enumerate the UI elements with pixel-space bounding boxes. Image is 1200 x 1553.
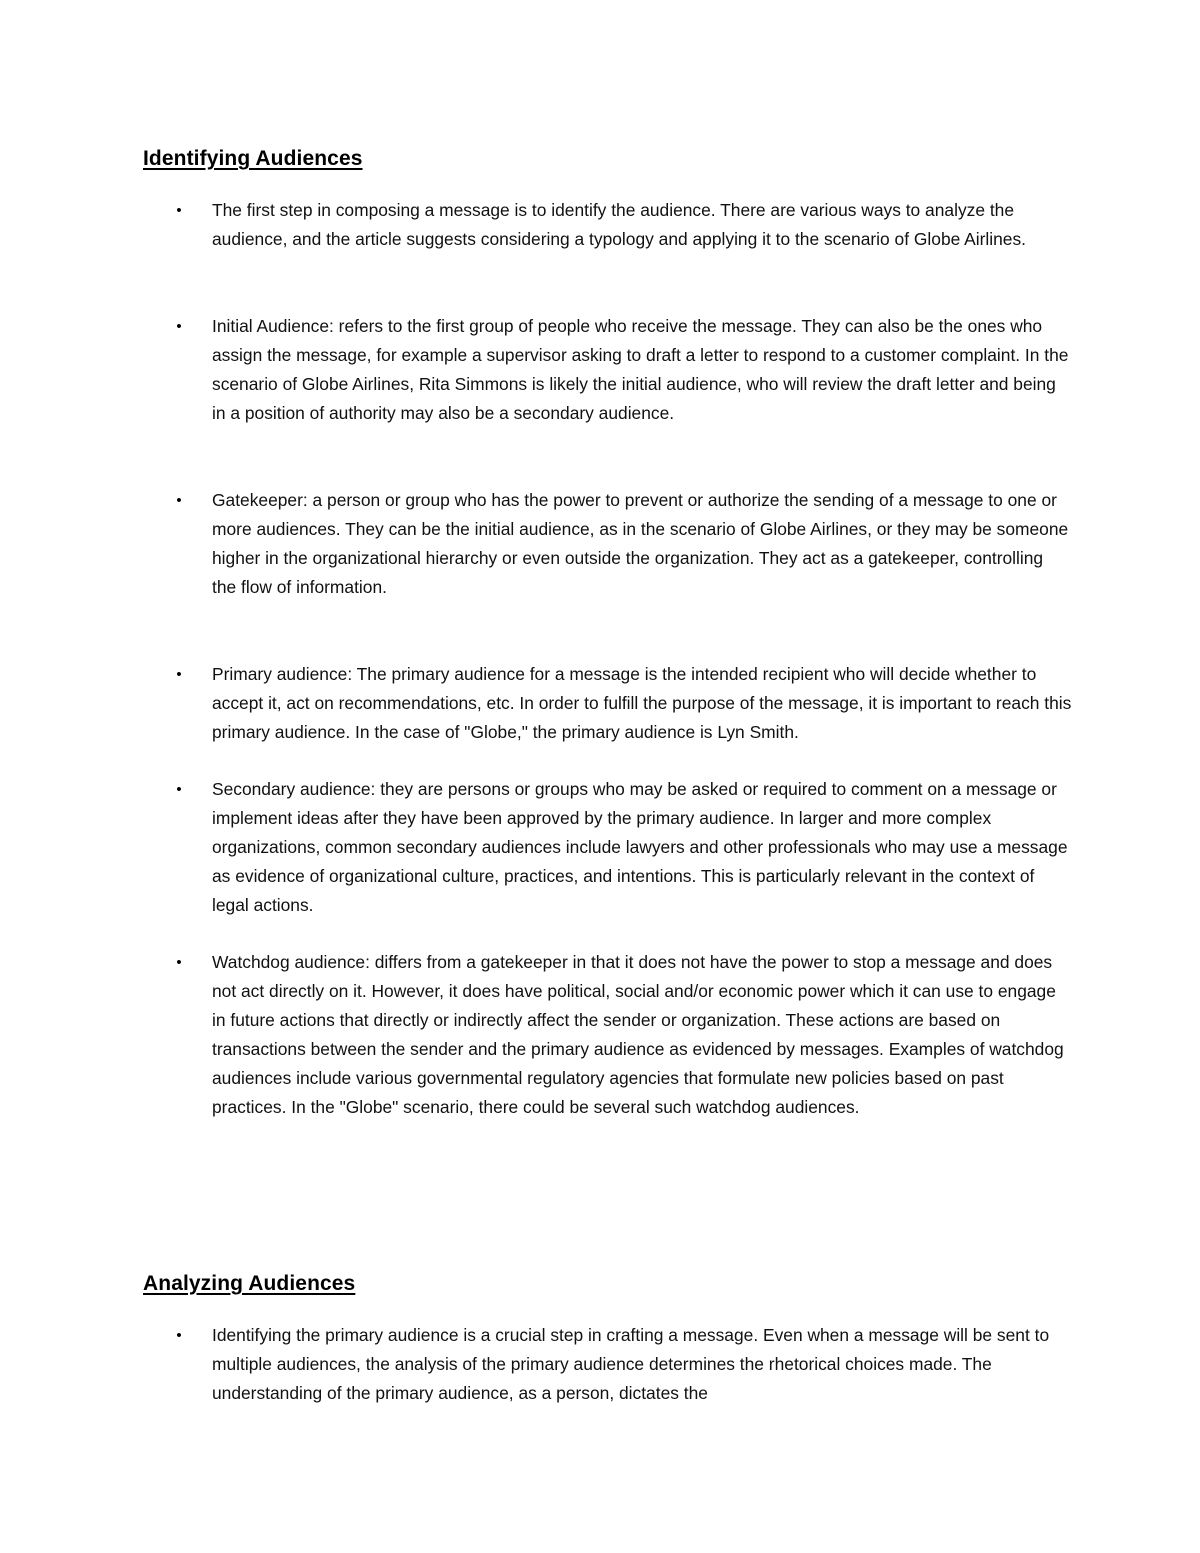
list-item [176,486,1072,602]
list-item-text: Initial Audience: refers to the first group of people who receive the message. They can also be the ones who assign the message, for example a supervisor asking to draft a letter to respond to a customer complaint. In the scenario of Globe Airlines, Rita Simmons is likely the initial audience, who will review the draft letter and being in a position of authority may also be a secondary audience. [212,316,1069,423]
bullet-icon: • [176,492,182,509]
list-item-text: Secondary audience: they are persons or groups who may be asked or required to comment on a message or implement ideas after they have been approved by the primary audience. In larger and more complex organizations, common secondary audiences include lawyers and other professionals who may use a message as evidence of organizational culture, practices, and intentions. This is particularly relevant in the context of legal actions. [212,779,1068,915]
list-item [176,775,1072,920]
bullet-icon: • [176,666,182,683]
list-item [176,312,1072,428]
list-item-text: Primary audience: The primary audience for a message is the intended recipient who will decide whether to accept it, act on recommendations, etc. In order to fulfill the purpose of the message, it is important to reach this primary audience. In the case of "Globe," the primary audience is Lyn Smith. [212,664,1072,742]
bullet-icon: • [176,954,182,971]
section-heading-identifying-audiences: Identifying Audiences [143,147,363,170]
bullet-icon: • [176,781,182,798]
bullet-icon: • [176,202,182,219]
bullet-icon: • [176,318,182,335]
list-item-text: The first step in composing a message is to identify the audience. There are various ways to analyze the audience, and the article suggests considering a typology and applying it to the scenario of Globe Airlines. [212,200,1027,249]
list-item [176,948,1072,1122]
bullet-list-identifying-audiences [176,196,1072,1122]
list-item [176,660,1072,747]
list-item [176,196,1072,254]
bullet-icon: • [176,1327,182,1344]
section-heading-analyzing-audiences: Analyzing Audiences [143,1272,356,1295]
list-item-text: Identifying the primary audience is a crucial step in crafting a message. Even when a message will be sent to multiple audiences, the analysis of the primary audience determines the rhetorical choices made. The understanding of the primary audience, as a person, dictates the [212,1325,1050,1403]
list-item-text: Watchdog audience: differs from a gatekeeper in that it does not have the power to stop a message and does not act directly on it. However, it does have political, social and/or economic power which it can use to engage in future actions that directly or indirectly affect the sender or organization. These actions are based on transactions between the sender and the primary audience as evidenced by messages. Examples of watchdog audiences include various governmental regulatory agencies that formulate new policies based on past practices. In the "Globe" scenario, there could be several such watchdog audiences. [212,952,1064,1117]
bullet-list-analyzing-audiences [176,1321,1072,1408]
list-item [176,1321,1072,1408]
list-item-text: Gatekeeper: a person or group who has the power to prevent or authorize the sending of a message to one or more audiences. They can be the initial audience, as in the scenario of Globe Airlines, or they may be someone higher in the organizational hierarchy or even outside the organization. They act as a gatekeeper, controlling the flow of information. [212,490,1069,597]
